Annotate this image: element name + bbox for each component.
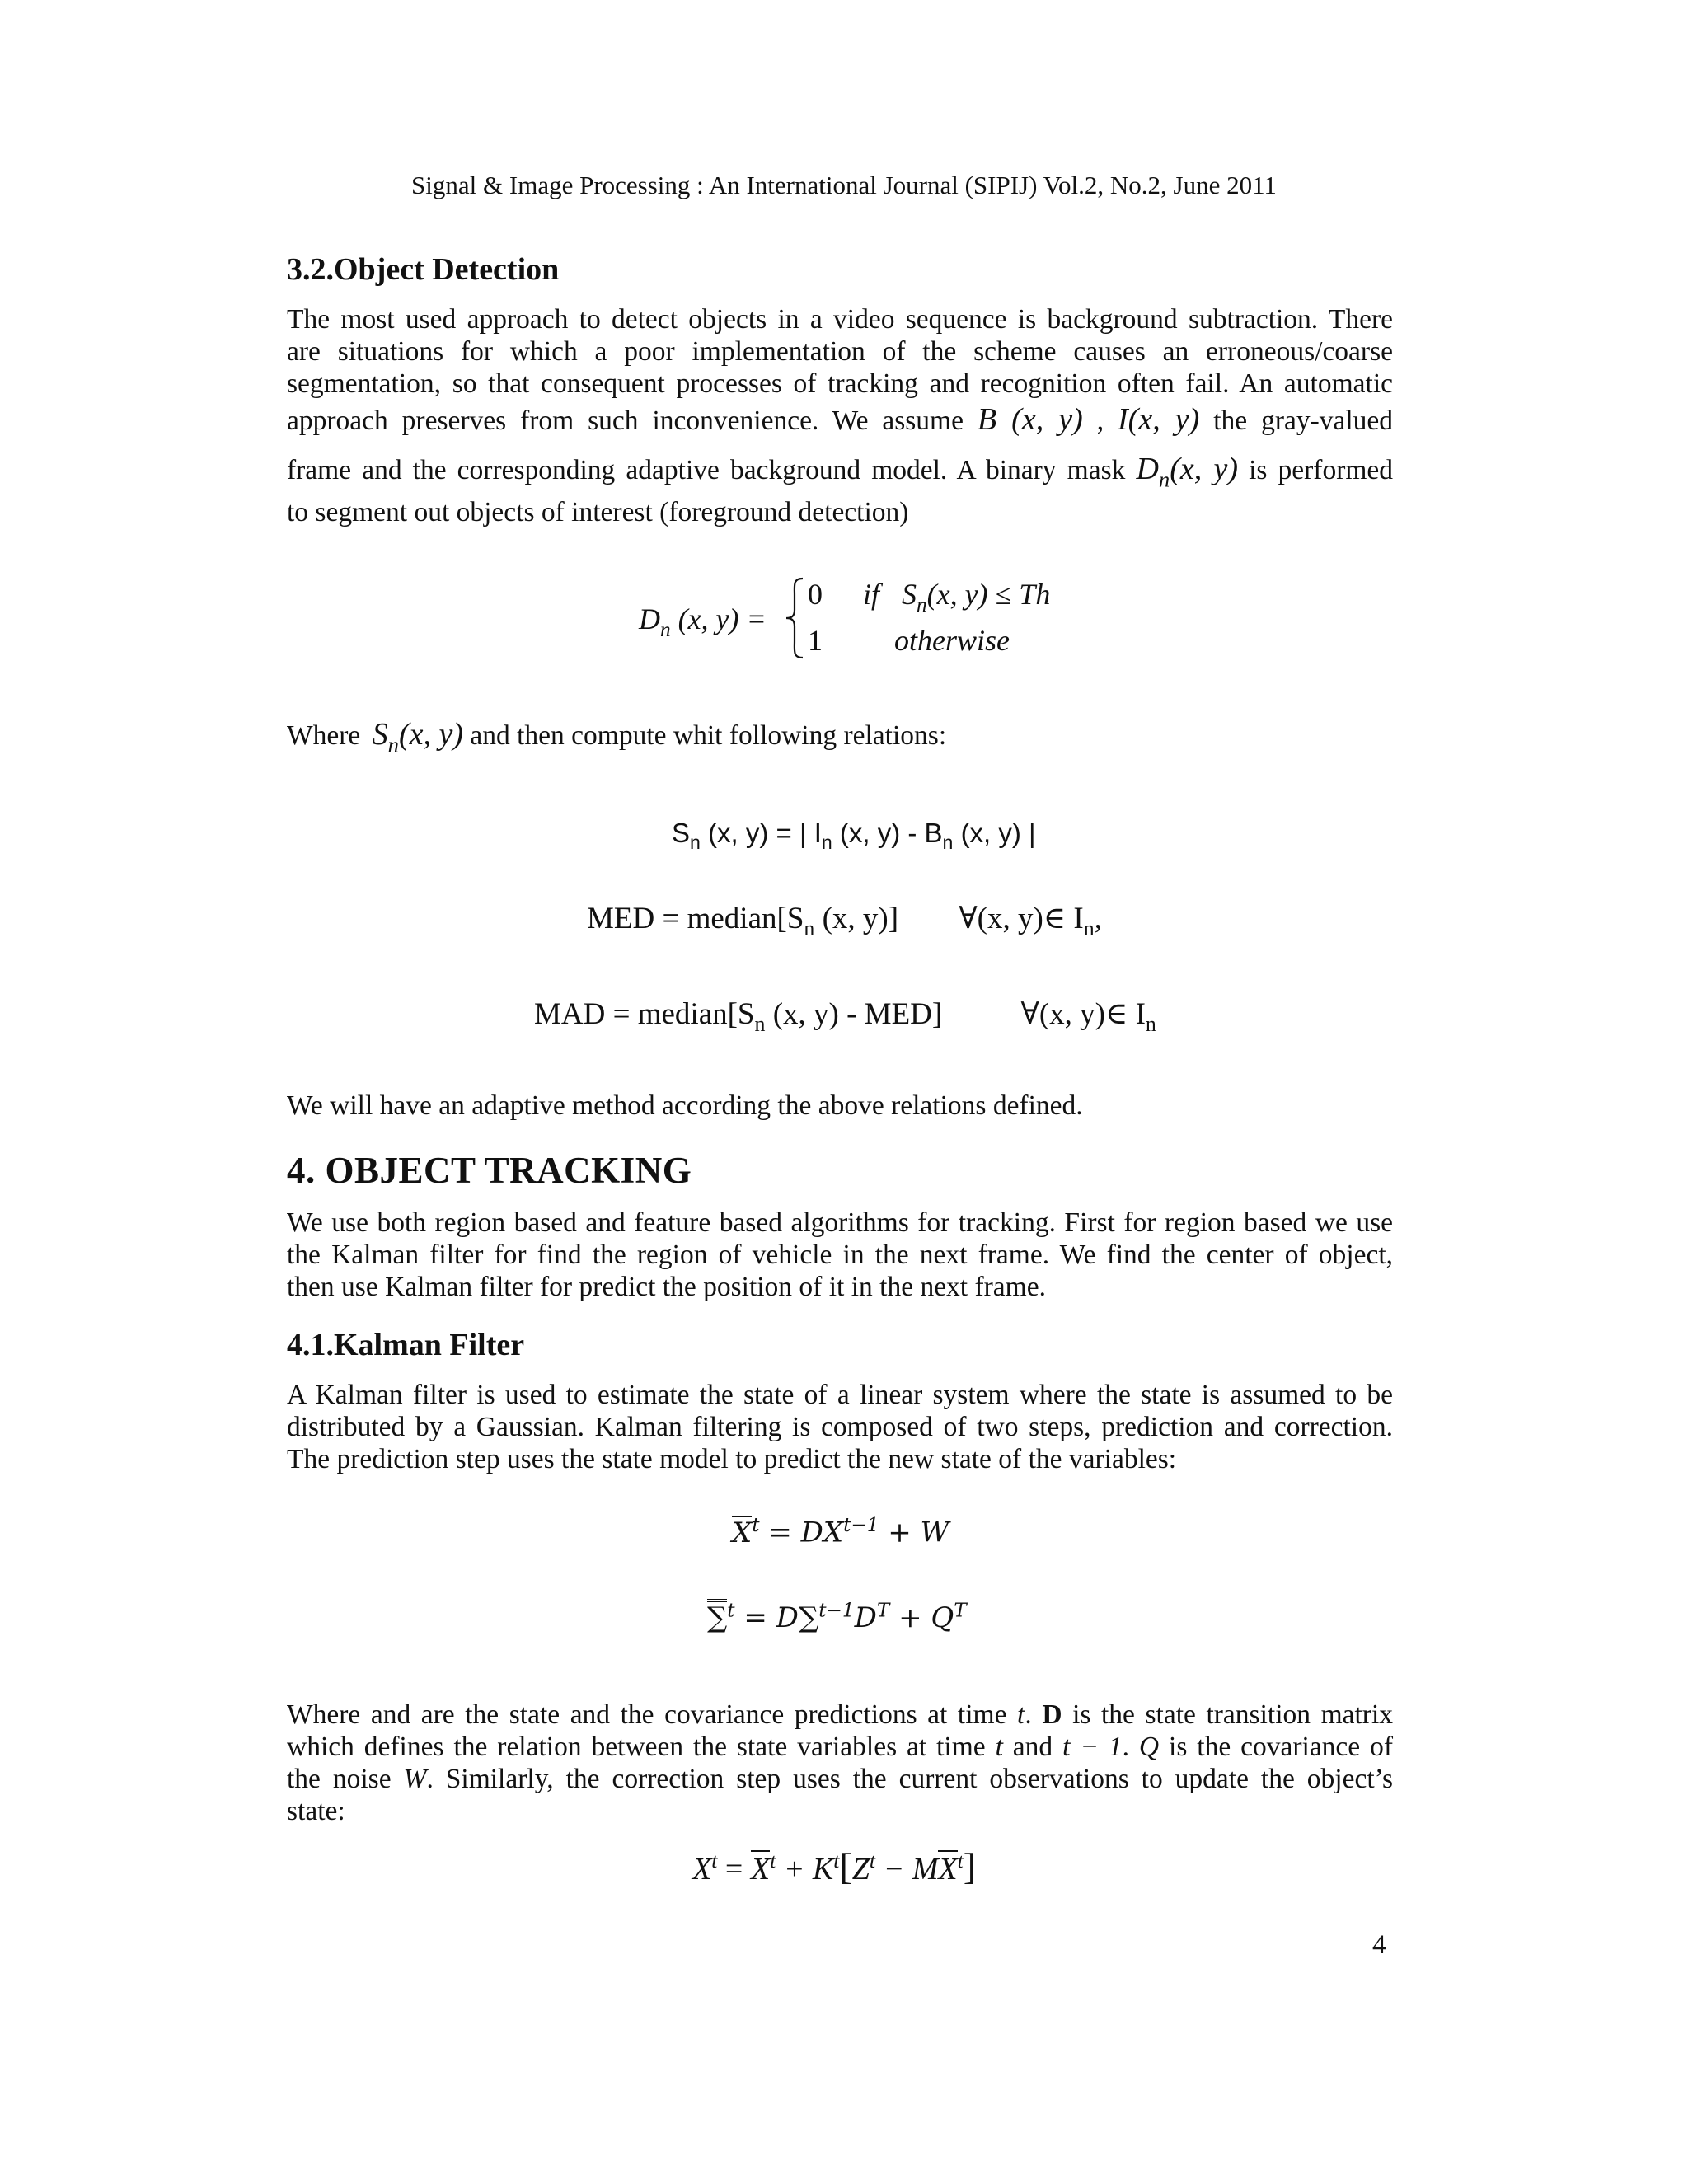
left-brace-icon (783, 577, 808, 659)
case-row-1: 0 if $S_n(x$, y) ≤ Th (808, 578, 1051, 616)
text-line: Where $S_n(x$, y) and then compute whit following relations: (287, 717, 947, 757)
paragraph-where-state (287, 1699, 1393, 1827)
text-line: to segment out objects of interest (foreground detection) (287, 497, 909, 527)
paragraph-line-mask (287, 453, 1393, 495)
text-fragment: frame and the corresponding adaptive background model. A binary mask (287, 455, 1126, 485)
equation-covariance-prediction: $\sum^t = D\sum^{t-1}D^T + Q^T$ (707, 1600, 967, 1634)
text-line: We will have an adaptive method according the above relations defined. (287, 1090, 1083, 1121)
text-line: then use Kalman filter for predict the position of it in the next frame. (287, 1272, 1046, 1302)
math-Sn: $S_n(x$, y) (372, 717, 463, 757)
text-fragment: the gray-valued (1213, 405, 1394, 436)
text-line: We use both region based and feature based algorithms for tracking. First for region based we use (287, 1207, 1393, 1238)
paragraph-adaptive (287, 1090, 1393, 1122)
math-I: I(x, y) (1118, 402, 1200, 437)
paragraph-line-segment (287, 496, 1393, 528)
running-header: Signal & Image Processing : An International Journal (SIPIJ) Vol.2, No.2, June 2011 (411, 171, 1277, 199)
paragraph-kalman (287, 1379, 1393, 1475)
math-Dn: $D_n(x$, y) (1136, 452, 1238, 492)
equation-mad: MAD = $median[S_n$ (x, y) - MED] ∀(x, y)∈ $I_n$ (534, 997, 1156, 1037)
equation-med: MED = $median[S_n$ (x, y)] ∀(x, y)∈ $I_n$, (587, 902, 1102, 941)
math-B: B (x, y) (977, 402, 1083, 437)
text-line: A Kalman filter is used to estimate the state of a linear system where the state is assumed to be (287, 1380, 1393, 1410)
text-fragment: , (1096, 405, 1104, 436)
text-line: the Kalman filter for find the region of vehicle in the next frame. We find the center of object, (287, 1240, 1393, 1270)
text-line: The most used approach to detect objects in a video sequence is background subtraction. There (287, 304, 1393, 335)
text-line: distributed by a Gaussian. Kalman filtering is composed of two steps, prediction and correction. (287, 1412, 1393, 1442)
text-line (287, 404, 1393, 437)
text-line: are situations for which a poor implementation of the scheme causes an erroneous/coarse (287, 336, 1393, 367)
text-line: segmentation, so that consequent processes of tracking and recognition often fail. An automatic (287, 368, 1393, 399)
paragraph-object-tracking (287, 1207, 1393, 1303)
section-title-3-2: 3.2.Object Detection (287, 252, 560, 287)
text-line (287, 453, 1393, 495)
section-title-4: 4. OBJECT TRACKING (287, 1150, 692, 1191)
equation-state-prediction: $X^t = DX^{t-1} + W$ (732, 1515, 950, 1549)
text-fragment: approach preserves from such inconvenience. We assume (287, 405, 964, 436)
text-line: Where and are the state and the covariance predictions at time t. D is the state transition matrix (287, 1699, 1394, 1730)
text-fragment: is performed (1249, 455, 1394, 485)
section-title-4-1: 4.1.Kalman Filter (287, 1328, 525, 1362)
where-line (287, 719, 1393, 761)
equation-sn: $S_n$ (x, y) = | $I_n$ (x, $y) - B_n$ (x, y) | (672, 818, 1036, 854)
text-line: the noise W. Similarly, the correction step uses the current observations to update the object’s (287, 1764, 1393, 1794)
page-number: 4 (1372, 1930, 1386, 1960)
text-line: state: (287, 1796, 345, 1826)
equation-lhs: $D_n$ (x, y) = (639, 602, 767, 641)
case-row-2: 1 otherwise (808, 624, 1010, 657)
text-line: which defines the relation between the state variables at time t and t − 1. Q is the covariance of (287, 1732, 1393, 1762)
paragraph-object-detection (287, 303, 1393, 400)
text-line: The prediction step uses the state model to predict the new state of the variables: (287, 1444, 1177, 1474)
paragraph-line-assume (287, 404, 1393, 437)
equation-correction: $X^t = X^t + K^t[Z^t - MX^t]$ (692, 1845, 977, 1887)
